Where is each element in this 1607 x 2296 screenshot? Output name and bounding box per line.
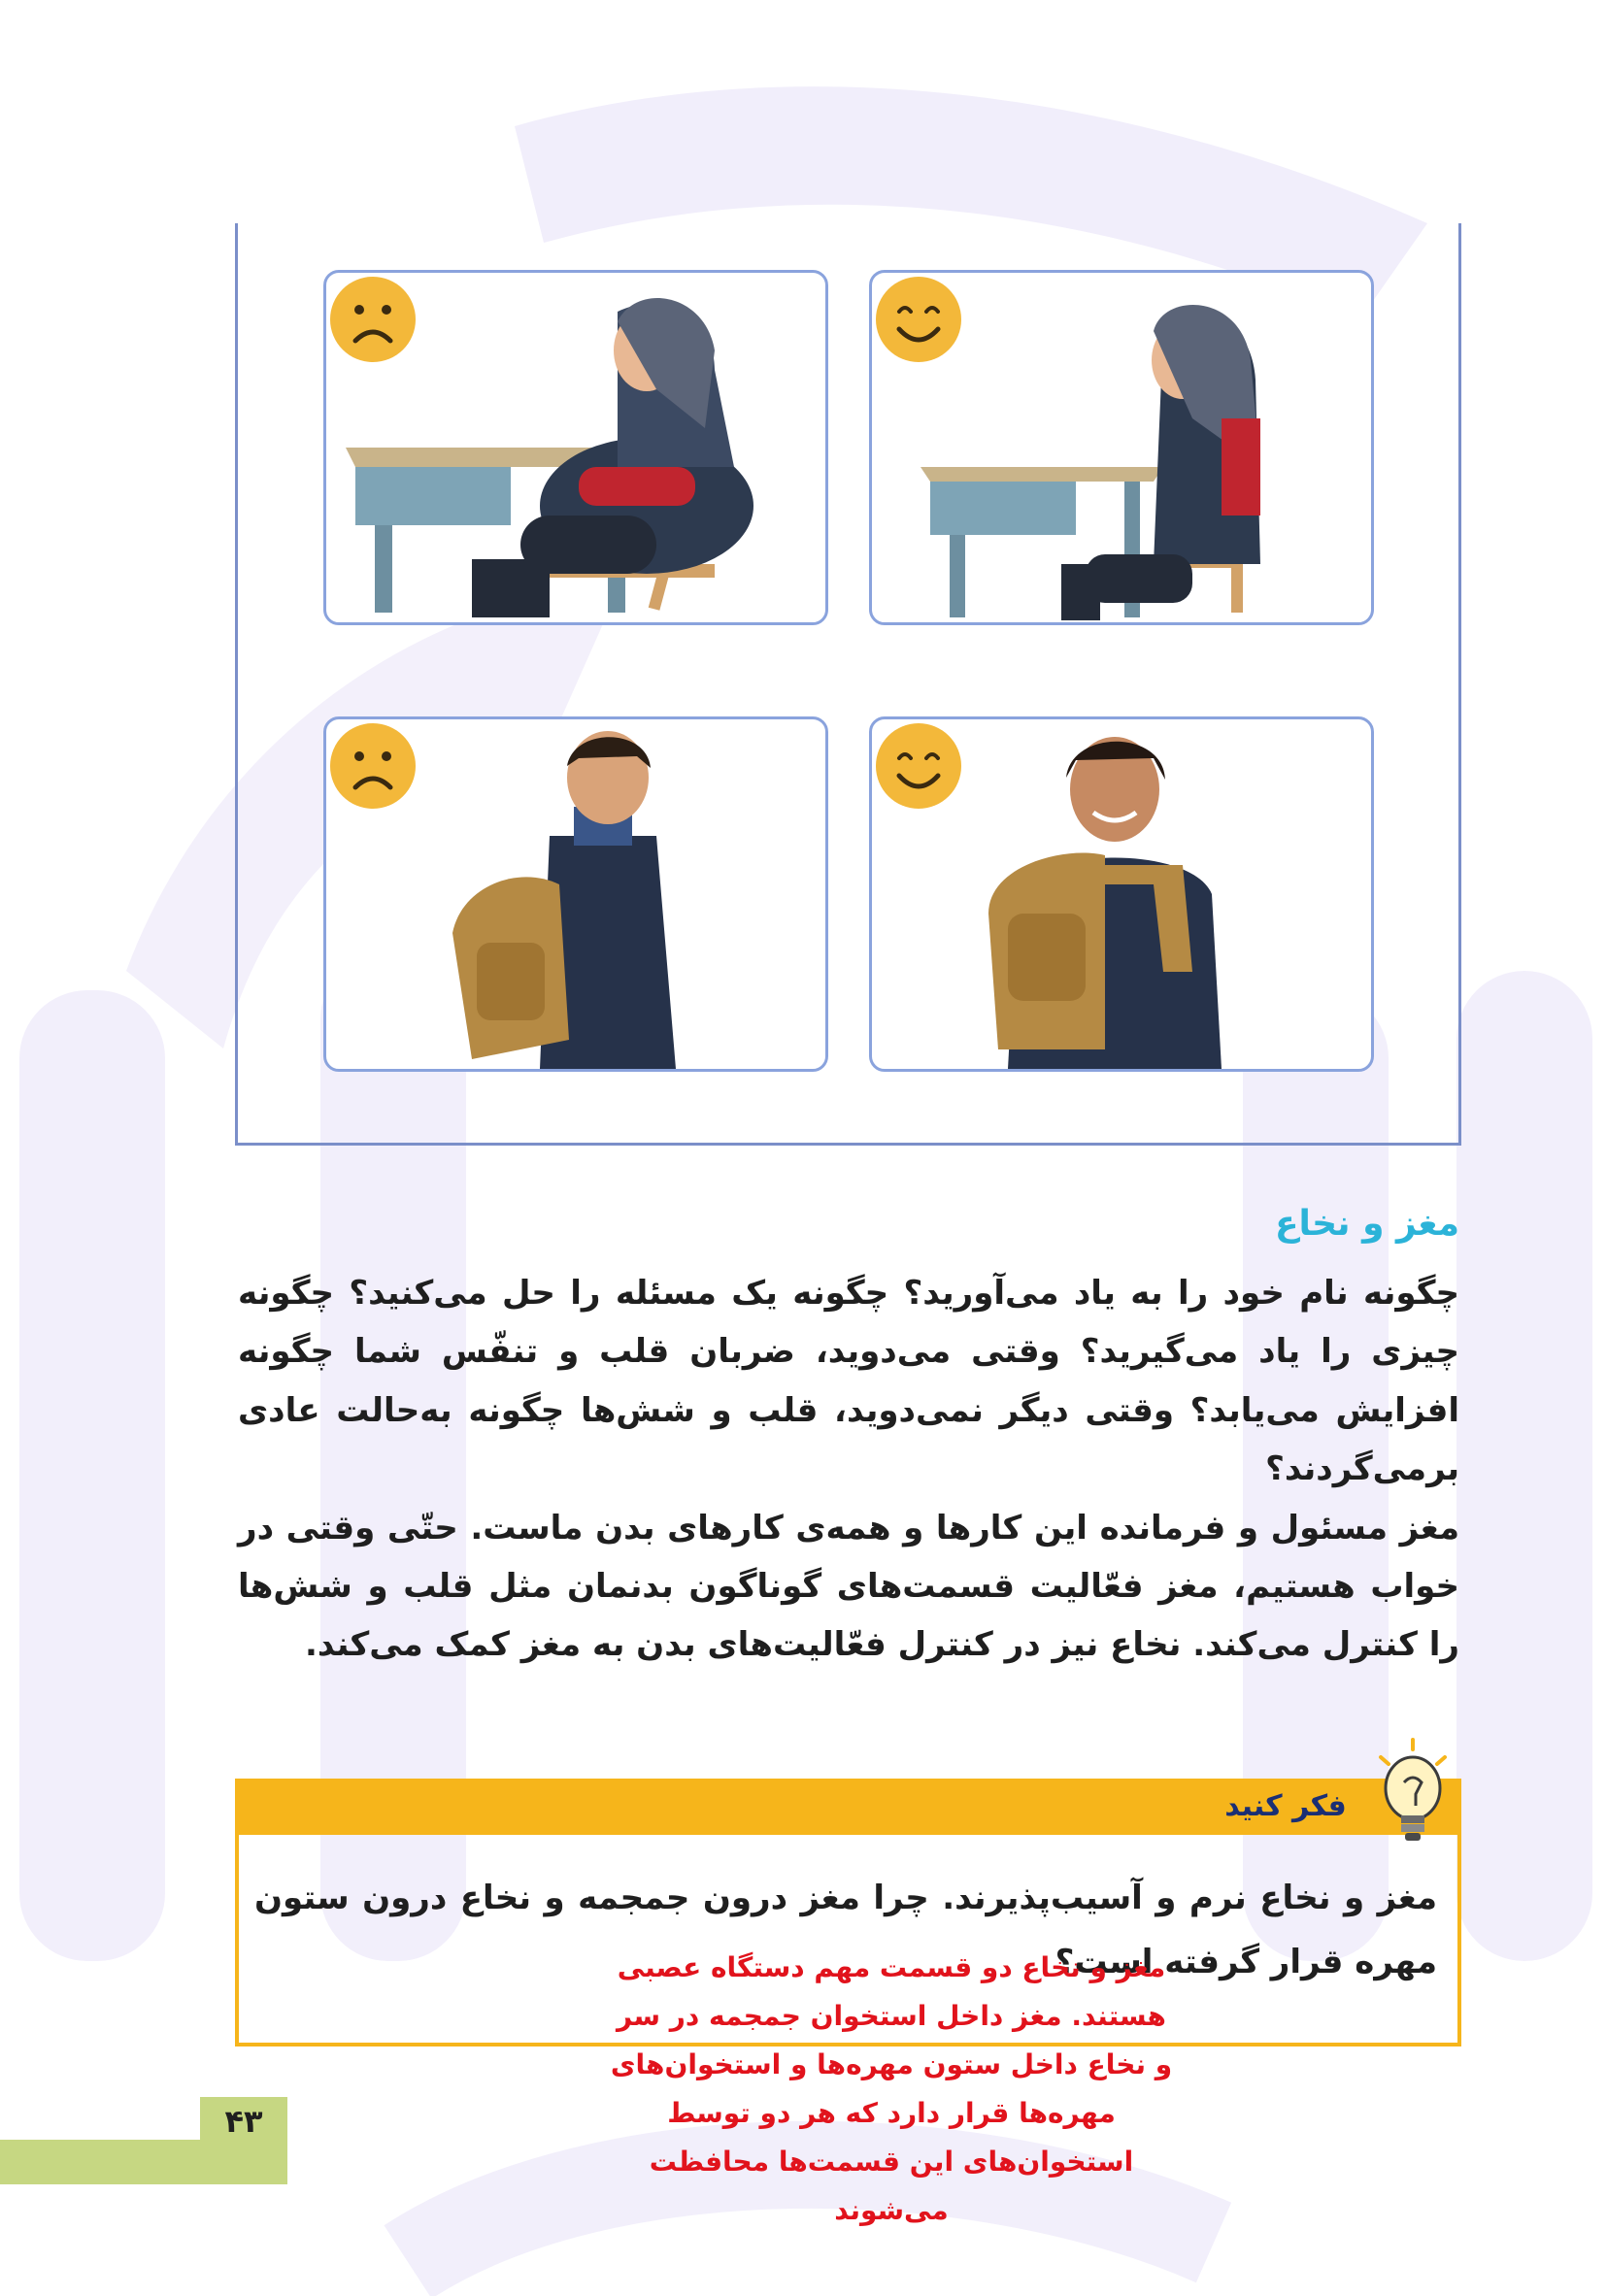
- smiley-face-icon: [872, 273, 965, 366]
- lightbulb-icon: [1369, 1738, 1456, 1845]
- page-strip: [0, 2140, 287, 2184]
- handwritten-answer: مغز و نخاع دو قسمت مهم دستگاه عصبی هستند. مغز داخل استخوان جمجمه در سر و نخاع داخل ستون مهره‌ها و استخوان‌های مهره‌ها قرار دارد که هر دو توسط استخوان‌های این قسمت‌ها محافظت می‌شوند: [610, 1951, 1173, 2226]
- section-heading: مغز و نخاع: [1274, 1204, 1459, 1244]
- question-line: مغز و نخاع نرم و آسیب‌پذیرند. چرا مغز درون جمجمه و نخاع درون ستون مهره قرار گرفته است؟: [254, 1879, 1437, 1981]
- think-title: فکر کنید: [1204, 1779, 1367, 1835]
- photo-boy-one-strap: [323, 716, 828, 1072]
- smiley-face-icon: [872, 719, 965, 813]
- paragraph-brain-role: مغز مسئول و فرمانده این کارها و همه‌ی کارهای بدن ماست. حتّی وقتی در خواب هستیم، مغز فعّالیت قسمت‌های گوناگون بدنمان مثل قلب و شش‌ها را کنترل می‌کند. نخاع نیز در کنترل فعّالیت‌های بدن به مغز کمک می‌کند.: [238, 1508, 1459, 1665]
- sad-face-icon: [326, 273, 419, 366]
- photo-boy-both-straps: [869, 716, 1374, 1072]
- photo-girl-slouching: [323, 270, 828, 625]
- page-number: ۴۳: [200, 2097, 287, 2146]
- body-text: [238, 1264, 1459, 1675]
- sad-face-icon: [326, 719, 419, 813]
- paragraph-questions: چگونه نام خود را به یاد می‌آورید؟ چگونه یک مسئله را حل می‌کنید؟ چگونه چیزی را یاد می‌گیرید؟ وقتی می‌دوید، ضربان قلب و تنفّس شما چگونه افزایش می‌یابد؟ وقتی دیگر نمی‌دوید، قلب و شش‌ها چگونه به‌حالت عادی برمی‌گردند؟: [238, 1274, 1459, 1489]
- photo-frame: [235, 223, 1461, 1146]
- photo-girl-upright: [869, 270, 1374, 625]
